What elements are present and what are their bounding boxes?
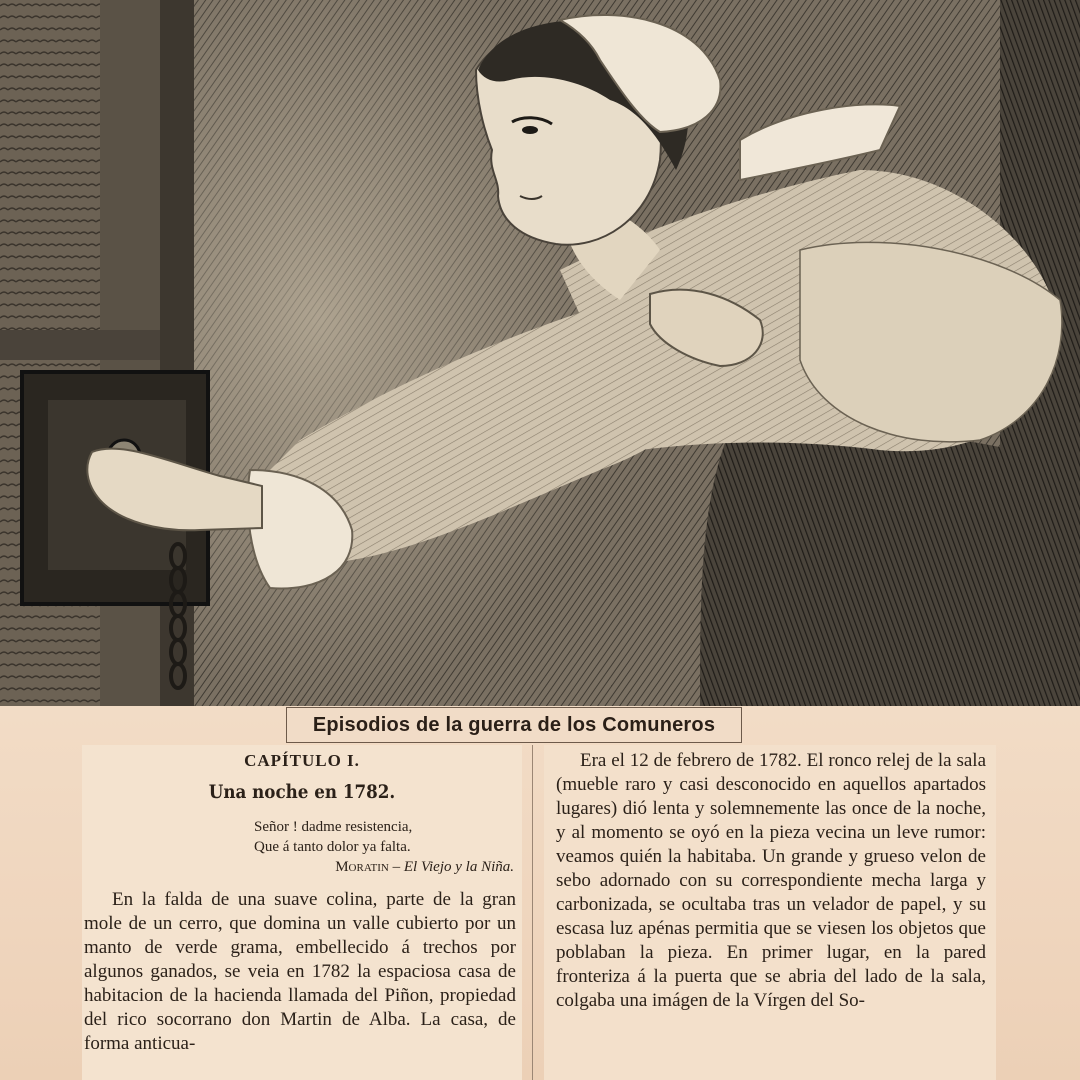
headline-title: Episodios de la guerra de los Comuneros (286, 707, 742, 743)
door-illustration (0, 0, 208, 706)
chapter-heading: CAPÍTULO I. (244, 751, 360, 770)
epigraph-attribution (82, 859, 522, 876)
right-body-text (544, 749, 996, 1013)
attribution-separator: – (388, 859, 404, 875)
right-column (544, 745, 996, 1080)
attribution-work: El Viejo y la Niña. (403, 859, 514, 875)
paragraph: Era el 12 de febrero de 1782. El ronco relej de la sala (mueble raro y casi desconocido en aquellos apartados lugares) dió lenta y solemnemente las once de la noche, y al momento se oyó en la pieza vecina un leve rumor: veamos quién la habitaba. Un grande y grueso velon de sebo adornado con su correspondiente mecha larga y carbonizada, se ocultaba tras un velador de papel, y su escasa luz apénas permitia que se viesen los objetos que poblaban la pieza. En primer lugar, en la pared fronteriza á la puerta que se abria del lado de la sala, colgaba una imágen de la Vírgen del So- (556, 750, 986, 1011)
verse-line: Que á tanto dolor ya falta. (254, 839, 411, 855)
left-column (82, 745, 522, 1080)
epigraph-verse (254, 817, 522, 857)
column-divider (532, 745, 533, 1080)
verse-line: Señor ! dadme resistencia, (254, 819, 413, 835)
paragraph: En la falda de una suave colina, parte de la gran mole de un cerro, que domina un valle cubierto por un manto de verde grama, embellecido á trechos por algunos ganados, se veia en 1782 la espaciosa casa de habitacion de la hacienda llamada del Piñon, propiedad del rico socorrano don Martin de Alba. La casa, de forma anticua- (84, 889, 516, 1054)
left-body-text (82, 888, 522, 1056)
attribution-author: Moratin (335, 859, 389, 875)
chapter-subtitle: Una noche en 1782. (208, 781, 396, 803)
